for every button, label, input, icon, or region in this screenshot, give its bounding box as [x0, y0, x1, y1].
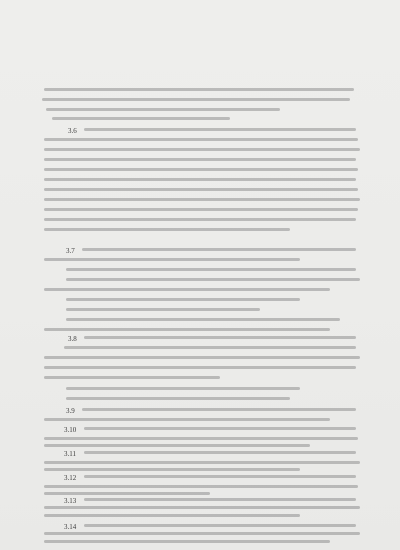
text-line-placeholder	[44, 218, 356, 221]
text-line-placeholder	[84, 128, 356, 131]
text-line-placeholder	[84, 336, 356, 339]
text-line-placeholder	[64, 346, 356, 349]
text-line-placeholder	[66, 308, 260, 311]
text-line-placeholder	[44, 485, 358, 488]
section-number-3-14: 3.14	[64, 523, 77, 531]
text-line-placeholder	[44, 444, 310, 447]
text-line-placeholder	[44, 288, 330, 291]
text-line-placeholder	[66, 318, 340, 321]
text-line-placeholder	[84, 524, 356, 527]
section-number-3-10: 3.10	[64, 426, 77, 434]
section-number-3-7: 3.7	[66, 247, 75, 255]
text-line-placeholder	[44, 506, 360, 509]
section-number-3-9: 3.9	[66, 407, 75, 415]
text-line-placeholder	[84, 451, 356, 454]
text-line-placeholder	[84, 498, 356, 501]
text-line-placeholder	[44, 258, 300, 261]
text-line-placeholder	[44, 168, 358, 171]
text-line-placeholder	[44, 437, 358, 440]
text-line-placeholder	[66, 397, 290, 400]
section-number-3-6: 3.6	[68, 127, 77, 135]
text-line-placeholder	[66, 268, 356, 271]
section-number-3-8: 3.8	[68, 335, 77, 343]
text-line-placeholder	[44, 328, 330, 331]
text-line-placeholder	[66, 387, 300, 390]
text-line-placeholder	[44, 158, 356, 161]
text-line-placeholder	[44, 88, 354, 91]
text-line-placeholder	[84, 475, 356, 478]
text-line-placeholder	[44, 366, 356, 369]
text-line-placeholder	[44, 198, 360, 201]
text-line-placeholder	[84, 427, 356, 430]
text-line-placeholder	[66, 298, 300, 301]
text-line-placeholder	[46, 108, 280, 111]
text-line-placeholder	[66, 278, 360, 281]
text-line-placeholder	[44, 514, 300, 517]
section-number-3-11: 3.11	[64, 450, 76, 458]
section-number-3-12: 3.12	[64, 474, 77, 482]
text-line-placeholder	[44, 461, 360, 464]
text-line-placeholder	[44, 492, 210, 495]
text-line-placeholder	[44, 376, 220, 379]
text-line-placeholder	[44, 418, 330, 421]
text-line-placeholder	[44, 540, 330, 543]
section-number-3-13: 3.13	[64, 497, 77, 505]
text-line-placeholder	[82, 408, 356, 411]
text-line-placeholder	[44, 208, 358, 211]
text-line-placeholder	[44, 532, 360, 535]
text-line-placeholder	[52, 117, 230, 120]
text-line-placeholder	[44, 188, 358, 191]
text-line-placeholder	[44, 468, 300, 471]
text-line-placeholder	[44, 148, 360, 151]
text-line-placeholder	[82, 248, 356, 251]
text-line-placeholder	[44, 356, 360, 359]
text-line-placeholder	[42, 98, 350, 101]
text-line-placeholder	[44, 228, 290, 231]
text-line-placeholder	[44, 138, 358, 141]
text-line-placeholder	[44, 178, 356, 181]
